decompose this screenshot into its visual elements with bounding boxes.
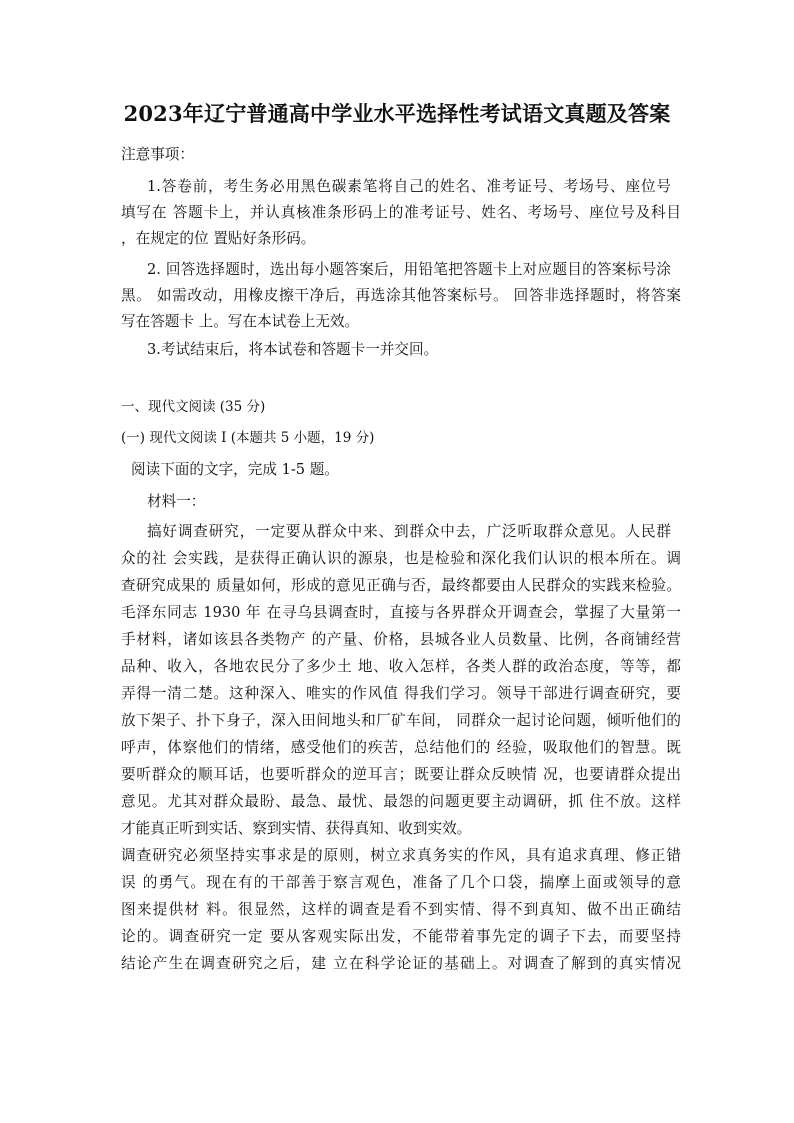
notice-line: 黑。 如需改动，用橡皮擦干净后，再选涂其他答案标号。 回答非选择题时，将答案 <box>121 287 681 304</box>
body-line: 手材料，诸如该县各类物产 的产量、价格，县城各业人员数量、比例，各商铺经营 <box>121 631 681 648</box>
body-line: 调查研究必须坚持实事求是的原则，树立求真务实的作风，具有追求真理、修正错 <box>121 847 681 864</box>
body-line: 众的社 会实践，是获得正确认识的源泉，也是检验和深化我们认识的根本所在。调 <box>121 550 681 567</box>
notice-line: ，在规定的位 置贴好条形码。 <box>121 230 316 247</box>
instruction-text: 阅读下面的文字，完成 1-5 题。 <box>131 461 339 478</box>
body-line: 毛泽东同志 1930 年 在寻乌县调查时，直接与各界群众开调查会，掌握了大量第一 <box>121 604 681 621</box>
material-label: 材料一： <box>147 493 206 510</box>
notice-line: 写在答题卡 上。写在本试卷上无效。 <box>121 313 360 330</box>
body-line: 误 的勇气。现在有的干部善于察言观色，准备了几个口袋，揣摩上面或领导的意 <box>121 874 681 891</box>
notice-line: 2. 回答选择题时，选出每小题答案后，用铅笔把答题卡上对应题目的答案标号涂 <box>147 261 671 278</box>
document-title: 2023年辽宁普通高中学业水平选择性考试语文真题及答案 <box>123 101 671 126</box>
body-line: 才能真正听到实话、察到实情、获得真知、收到实效。 <box>121 820 472 837</box>
body-line: 弄得一清二楚。这种深入、唯实的作风值 得我们学习。领导干部进行调查研究，要 <box>121 685 681 702</box>
section-heading: 一、现代文阅读 (35 分) <box>121 399 266 415</box>
notice-heading: 注意事项： <box>121 146 194 163</box>
body-line: 放下架子、扑下身子，深入田间地头和厂矿车间， 同群众一起讨论问题，倾听他们的 <box>121 712 681 729</box>
body-line: 品种、收入，各地农民分了多少土 地、收入怎样，各类人群的政治态度，等等，都 <box>121 658 681 675</box>
body-line: 呼声，体察他们的情绪，感受他们的疾苦，总结他们的 经验，吸取他们的智慧。既 <box>121 739 681 756</box>
body-line: 查研究成果的 质量如何，形成的意见正确与否，最终都要由人民群众的实践来检验。 <box>121 577 681 594</box>
notice-line: 填写在 答题卡上，并认真核准条形码上的准考证号、姓名、考场号、座位号及科目 <box>121 204 681 221</box>
subsection-heading: (一) 现代文阅读 I (本题共 5 小题，19 分) <box>121 430 375 446</box>
body-line: 论的。调查研究一定 要从客观实际出发，不能带着事先定的调子下去，而要坚持 <box>121 928 681 945</box>
body-line: 要听群众的顺耳话，也要听群众的逆耳言；既要让群众反映情 况，也要请群众提出 <box>121 766 681 783</box>
body-line: 搞好调查研究，一定要从群众中来、到群众中去，广泛听取群众意见。人民群 <box>147 523 671 540</box>
notice-line: 1.答卷前，考生务必用黑色碳素笔将自己的姓名、准考证号、考场号、座位号 <box>147 178 671 195</box>
body-line: 图来提供材 料。很显然，这样的调查是看不到实情、得不到真知、做不出正确结 <box>121 901 681 918</box>
notice-line: 3.考试结束后，将本试卷和答题卡一并交回。 <box>147 341 439 358</box>
body-line: 结论产生在调查研究之后，建 立在科学论证的基础上。对调查了解到的真实情况 <box>121 955 681 972</box>
body-line: 意见。尤其对群众最盼、最急、最忧、最怨的问题更要主动调研，抓 住不放。这样 <box>121 793 681 810</box>
